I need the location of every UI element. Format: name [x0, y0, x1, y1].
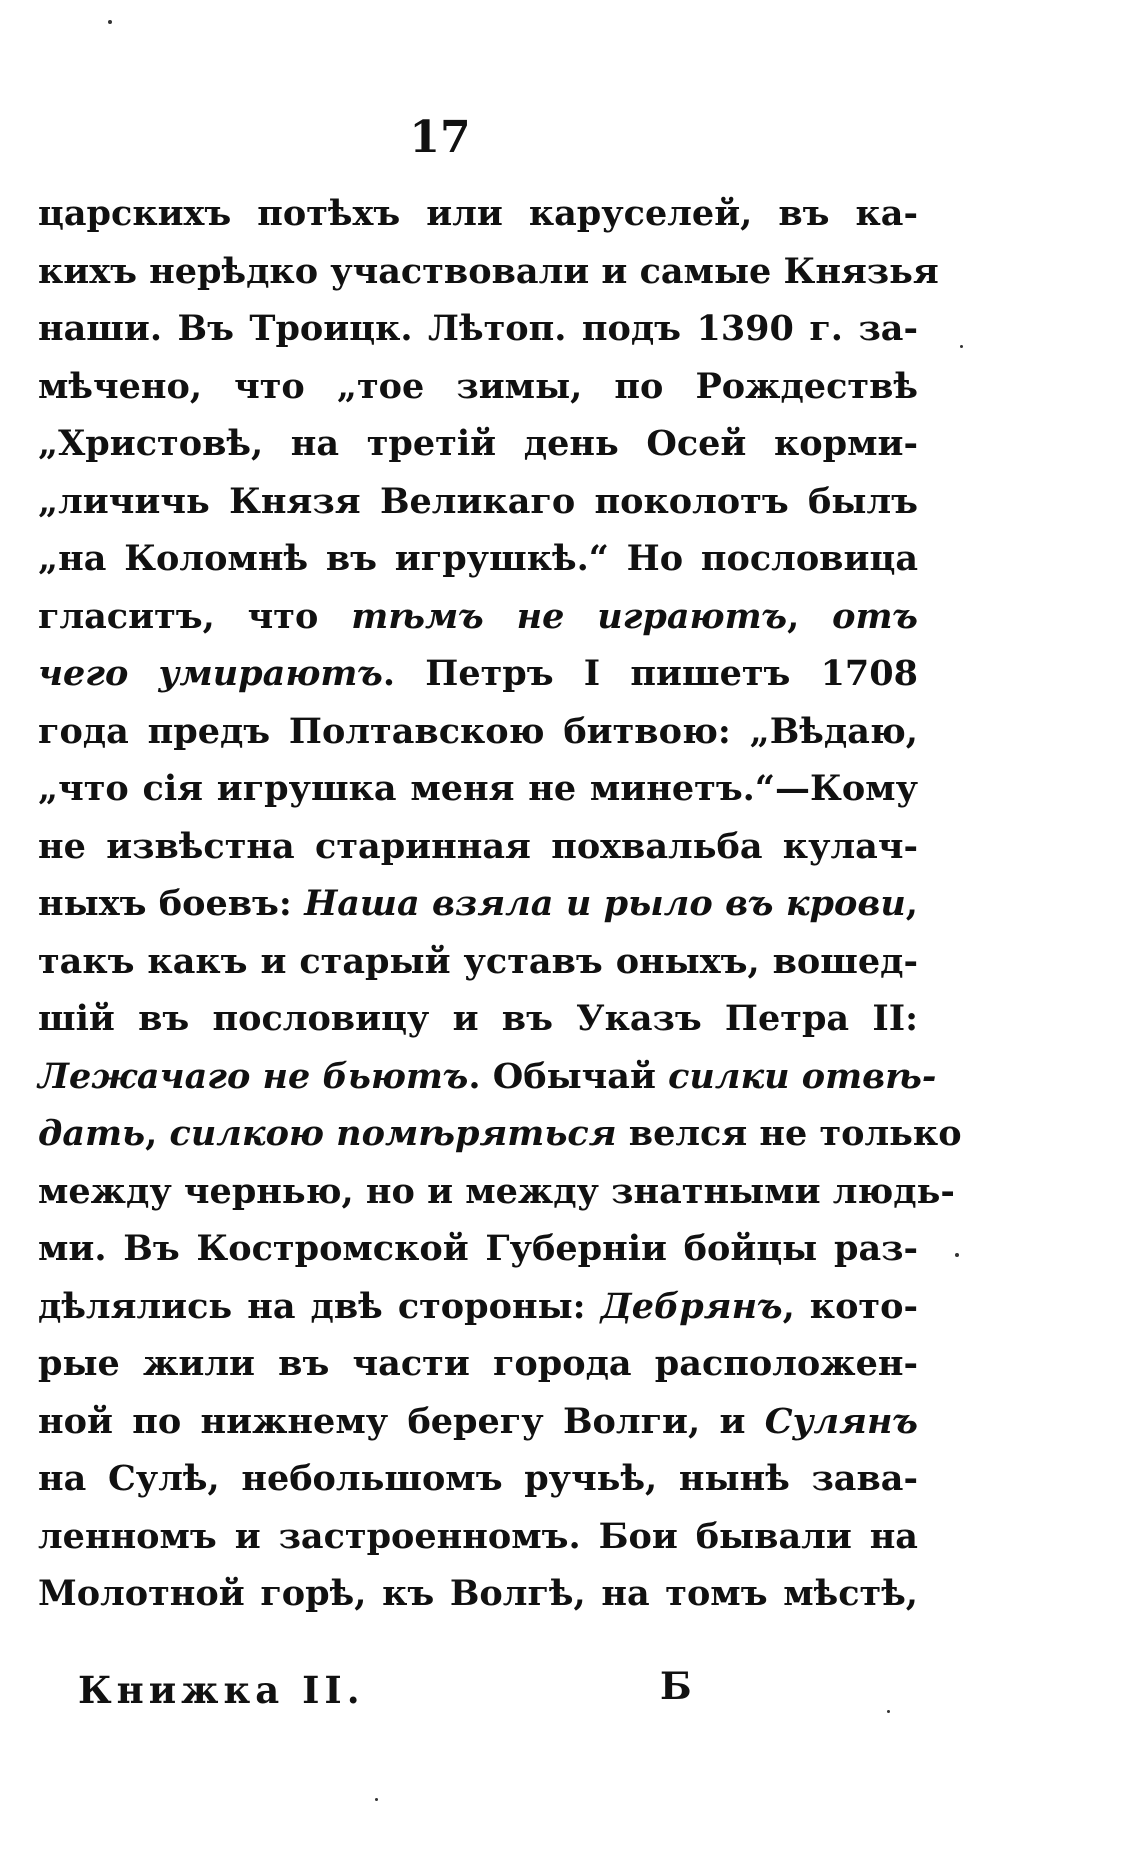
- text-segment: на Сулѣ, небольшомъ ручьѣ, нынѣ зава-: [38, 1458, 918, 1499]
- print-speck: [108, 20, 112, 24]
- text-segment: гласитъ, что: [38, 595, 352, 637]
- text-segment: не извѣстна старинная похвальба кулач-: [38, 825, 918, 867]
- text-line: [38, 1278, 918, 1336]
- text-line: [38, 530, 918, 588]
- text-segment: . Петръ I пишетъ 1708: [382, 653, 918, 694]
- italic-phrase: дать: [38, 1113, 146, 1154]
- print-speck: [375, 1798, 378, 1801]
- text-segment: ми. Въ Костромской Губернiи бойцы раз-: [38, 1228, 918, 1269]
- text-line: [38, 875, 918, 933]
- text-line: [38, 473, 918, 531]
- print-speck: [960, 345, 963, 348]
- text-segment: велся не только: [616, 1113, 962, 1154]
- text-segment: ленномъ и застроенномъ. Бои бывали на: [38, 1515, 918, 1557]
- text-line: [38, 645, 918, 703]
- text-segment: шiй въ пословицу и въ Указъ Петра II:: [38, 998, 918, 1039]
- italic-phrase: отъ: [832, 595, 918, 637]
- print-speck: [955, 1253, 959, 1257]
- text-line: [38, 185, 918, 243]
- text-line: [38, 760, 918, 818]
- text-line: [38, 588, 918, 646]
- signature-mark: Книжка II.: [78, 1668, 365, 1712]
- text-line: [38, 300, 918, 358]
- text-line: [38, 1163, 955, 1221]
- print-speck: [887, 1710, 890, 1713]
- text-segment: рые жили въ части города расположен-: [38, 1343, 918, 1384]
- text-segment: царскихъ потѣхъ или каруселей, въ ка-: [38, 193, 918, 234]
- italic-phrase: чего умираютъ: [38, 653, 383, 694]
- italic-phrase: силкою помѣряться: [169, 1113, 617, 1154]
- text-segment: ,: [905, 883, 918, 924]
- text-line: [38, 1565, 918, 1623]
- text-segment: такъ какъ и старый уставъ оныхъ, вошед-: [38, 940, 918, 982]
- text-segment: между чернью, но и между знатными людь-: [38, 1170, 955, 1212]
- text-line: [38, 1393, 918, 1451]
- italic-phrase: силки отвѣ-: [668, 1055, 937, 1097]
- text-segment: года предъ Полтавскою битвою: „Вѣдаю,: [38, 710, 918, 752]
- italic-phrase: Наша взяла и рыло въ крови: [304, 883, 906, 924]
- italic-phrase: Лежачаго не бьютъ: [38, 1055, 469, 1097]
- text-line: [38, 1335, 918, 1393]
- text-line: [38, 703, 918, 761]
- italic-phrase: тѣмъ не играютъ: [351, 595, 788, 637]
- italic-phrase: Сулянъ: [764, 1400, 918, 1442]
- text-line: [38, 933, 918, 991]
- text-segment: наши. Въ Троицк. Лѣтоп. подъ 1390 г. за-: [38, 308, 918, 349]
- text-segment: „что сiя игрушка меня не минетъ.“—Кому: [38, 768, 918, 809]
- text-segment: дѣлялись на двѣ стороны:: [38, 1285, 601, 1327]
- text-line: [38, 1508, 918, 1566]
- text-segment: кихъ нерѣдко участвовали и самые Князья: [38, 250, 939, 292]
- text-segment: ной по нижнему берегу Волги, и: [38, 1400, 765, 1442]
- body-text: [38, 185, 962, 1623]
- text-segment: ныхъ боевъ:: [38, 883, 305, 924]
- text-segment: ,: [145, 1113, 170, 1154]
- text-line: [38, 818, 918, 876]
- text-line: [38, 1105, 962, 1163]
- page-number: 17: [409, 112, 471, 163]
- text-segment: , кото-: [782, 1285, 918, 1327]
- text-line: [38, 1450, 918, 1508]
- text-segment: мѣчено, что „тое зимы, по Рождествѣ: [38, 365, 918, 407]
- text-line: [38, 1048, 937, 1106]
- text-line: [38, 243, 939, 301]
- text-line: [38, 1220, 918, 1278]
- text-line: [38, 990, 918, 1048]
- italic-phrase: Дебрянъ: [600, 1285, 783, 1327]
- text-segment: „Христовѣ, на третiй день Осей корми-: [38, 423, 918, 464]
- text-segment: . Обычай: [468, 1055, 669, 1097]
- text-segment: „личичь Князя Великаго поколотъ былъ: [38, 480, 918, 522]
- text-segment: Молотной горѣ, къ Волгѣ, на томъ мѣстѣ,: [38, 1573, 918, 1614]
- text-segment: ,: [787, 595, 833, 637]
- text-segment: „на Коломнѣ въ игрушкѣ.“ Но пословица: [38, 538, 918, 579]
- text-line: [38, 358, 918, 416]
- text-line: [38, 415, 918, 473]
- gathering-letter: Б: [660, 1664, 692, 1708]
